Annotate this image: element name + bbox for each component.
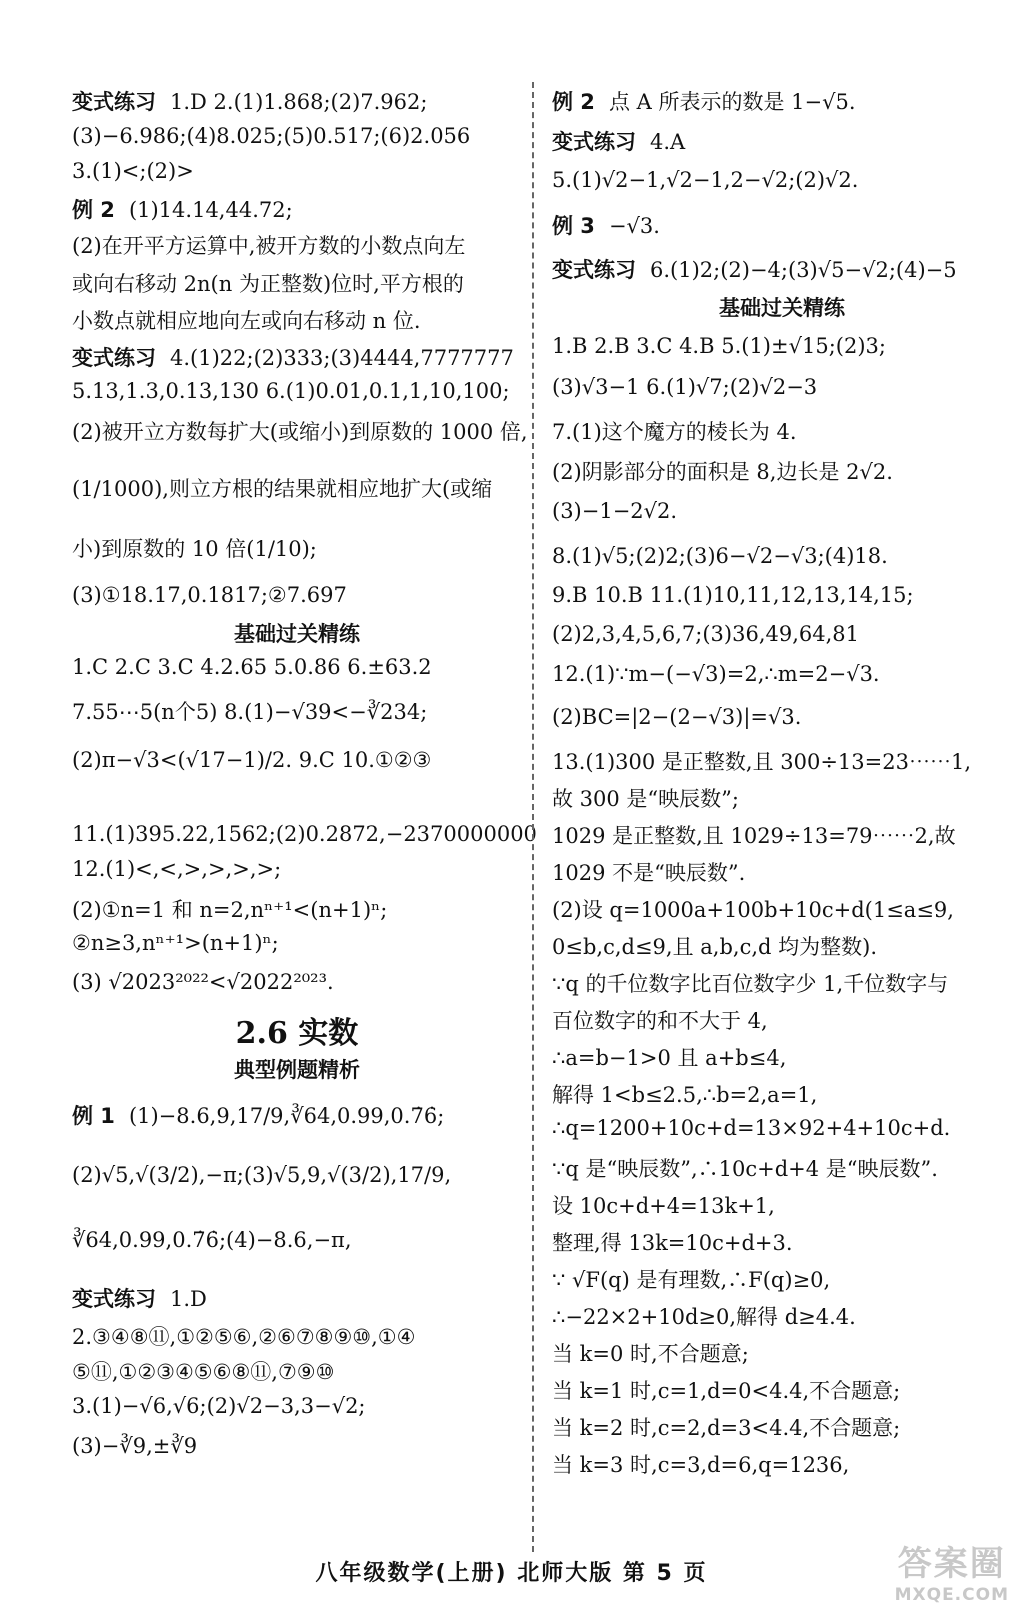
answer-text: 0≤b,c,d≤9,且 a,b,c,d 均为整数). <box>552 935 877 959</box>
answer-line <box>552 746 971 776</box>
watermark-text: 答案圈 <box>897 1544 1006 1584</box>
answer-line <box>72 268 464 298</box>
answer-text: (2)阴影部分的面积是 8,边长是 2√2. <box>552 460 893 484</box>
answer-line <box>552 1227 793 1257</box>
answer-text: 12.(1)<,<,>,>,>,>; <box>72 857 282 881</box>
answer-text: ②n≥3,nⁿ⁺¹>(n+1)ⁿ; <box>72 931 279 955</box>
answer-line <box>552 1264 830 1294</box>
answer-text: ∴−22×2+10d≥0,解得 d≥4.4. <box>552 1305 856 1329</box>
answer-line <box>552 1338 749 1368</box>
answer-text: 3.(1)−√6,√6;(2)√2−3,3−√2; <box>72 1394 366 1418</box>
answer-line <box>552 254 957 284</box>
answer-text: 当 k=1 时,c=1,d=0<4.4,不合题意; <box>552 1379 901 1403</box>
answer-text: 9.B 10.B 11.(1)10,11,12,13,14,15; <box>552 583 914 607</box>
answer-line <box>552 662 880 686</box>
section-heading-text: 基础过关精练 <box>234 622 360 646</box>
answer-line <box>72 894 387 924</box>
answer-line <box>72 305 421 335</box>
answer-text: ∵ √F(q) 是有理数,∴F(q)≥0, <box>552 1268 831 1292</box>
answer-line <box>72 342 514 372</box>
answer-line <box>552 968 948 998</box>
answer-line <box>72 822 537 846</box>
answer-text: 7.(1)这个魔方的棱长为 4. <box>552 420 797 444</box>
answer-label: 变式练习 <box>552 130 636 154</box>
answer-line <box>552 456 893 486</box>
answer-line <box>552 1301 856 1331</box>
answer-line <box>552 86 856 116</box>
answer-text: 小)到原数的 10 倍(1/10); <box>72 537 317 561</box>
answer-line <box>552 1005 768 1035</box>
answer-line <box>72 416 528 446</box>
answer-line <box>72 1283 207 1313</box>
answer-text: 5.(1)√2−1,√2−1,2−√2;(2)√2. <box>552 168 859 192</box>
answer-label: 例 3 <box>552 214 595 238</box>
answer-line <box>552 375 817 399</box>
section-title-text: 2.6 实数 <box>235 1016 359 1051</box>
answer-text: 7.55⋯5(n个5) 8.(1)−√39<−∛234; <box>72 700 428 724</box>
answer-text: 6.(1)2;(2)−4;(3)√5−√2;(4)−5 <box>650 258 957 282</box>
answer-text: ∵q 是“映辰数”,∴10c+d+4 是“映辰数”. <box>552 1157 938 1181</box>
answer-text: (3) √2023²⁰²²<√2022²⁰²³. <box>72 970 334 994</box>
answer-line <box>72 748 431 772</box>
answer-text: (3)−1−2√2. <box>552 499 678 523</box>
answer-line <box>552 1375 900 1405</box>
answer-text: 故 300 是“映辰数”; <box>552 787 739 811</box>
answer-line <box>72 194 293 224</box>
answer-line <box>552 783 739 813</box>
answer-line <box>72 696 427 726</box>
answer-line <box>552 168 858 192</box>
answer-text: ∵q 的千位数字比百位数字少 1,千位数字与 <box>552 972 949 996</box>
answer-text: (2)被开立方数每扩大(或缩小)到原数的 1000 倍, <box>72 420 528 444</box>
answer-text: 1029 不是“映辰数”. <box>552 861 746 885</box>
answer-text: 4.(1)22;(2)333;(3)4444,7777777 <box>170 346 514 370</box>
answer-line <box>72 655 432 679</box>
answer-line <box>72 379 510 403</box>
answer-label: 变式练习 <box>72 90 156 114</box>
section-title <box>72 1008 522 1052</box>
answer-line <box>72 931 279 955</box>
watermark-logo <box>895 1536 1009 1605</box>
answer-text: 解得 1<b≤2.5,∴b=2,a=1, <box>552 1083 818 1107</box>
column-divider <box>532 82 534 1552</box>
answer-text: (1)14.14,44.72; <box>128 198 293 222</box>
answer-line <box>72 1434 197 1458</box>
answer-line <box>552 931 877 961</box>
answer-line <box>552 705 801 729</box>
section-heading <box>72 618 522 648</box>
answer-line <box>552 583 914 607</box>
section-heading-text: 基础过关精练 <box>719 296 845 320</box>
answer-line <box>552 1079 817 1109</box>
answer-text: 设 10c+d+4=13k+1, <box>552 1194 775 1218</box>
answer-line <box>552 334 886 358</box>
answer-line <box>552 1412 900 1442</box>
answer-line <box>552 1153 938 1183</box>
answer-text: (2)√5,√(3/2),−π;(3)√5,9,√(3/2),17/9, <box>72 1163 452 1187</box>
answer-line <box>72 124 470 148</box>
answer-text: ∛64,0.99,0.7̇6̇;(4)−8.6,−π, <box>72 1228 352 1252</box>
section-heading-text: 典型例题精析 <box>234 1058 360 1082</box>
answer-line <box>72 1394 366 1418</box>
answer-text: 1.D 2.(1)1.868;(2)7.962; <box>170 90 428 114</box>
answer-line <box>552 416 797 446</box>
answer-line <box>72 473 492 503</box>
answer-text: 1.C 2.C 3.C 4.2.65 5.0.86 6.±63.2 <box>72 655 432 679</box>
answer-line <box>72 230 465 260</box>
answer-text: (2)①n=1 和 n=2,nⁿ⁺¹<(n+1)ⁿ; <box>72 898 388 922</box>
watermark-url: MXQE.COM <box>894 1585 1009 1605</box>
answer-text: (2)在开平方运算中,被开方数的小数点向左 <box>72 234 466 258</box>
answer-text: 当 k=0 时,不合题意; <box>552 1342 749 1366</box>
answer-text: 1.B 2.B 3.C 4.B 5.(1)±√15;(2)3; <box>552 334 886 358</box>
answer-text: 当 k=2 时,c=2,d=3<4.4,不合题意; <box>552 1416 901 1440</box>
answer-text: 12.(1)∵m−(−√3)=2,∴m=2−√3. <box>552 662 880 686</box>
answer-text: (1/1000),则立方根的结果就相应地扩大(或缩 <box>72 477 493 501</box>
answer-line <box>552 1449 849 1479</box>
answer-text: 1.D <box>170 1287 207 1311</box>
answer-line <box>552 857 745 887</box>
answer-text: 4.A <box>650 130 686 154</box>
answer-text: 整理,得 13k=10c+d+3. <box>552 1231 793 1255</box>
answer-text: 当 k=3 时,c=3,d=6,q=1236, <box>552 1453 850 1477</box>
answer-text: ⑤⑪,①②③④⑤⑥⑧⑪,⑦⑨⑩ <box>72 1360 335 1384</box>
section-heading <box>72 1054 522 1084</box>
answer-text: 11.(1)395.22,1562;(2)0.2872,−2370000000 <box>72 822 537 846</box>
answer-label: 变式练习 <box>72 1287 156 1311</box>
answer-text: (1)−8.6,9,17/9,∛64,0.99,0.7̇6̇; <box>128 1104 445 1128</box>
answer-line <box>72 970 334 994</box>
answer-text: ∴q=1200+10c+d=13×92+4+10c+d. <box>552 1116 951 1140</box>
answer-text: 3.(1)<;(2)> <box>72 159 194 183</box>
answer-label: 变式练习 <box>552 258 636 282</box>
answer-line <box>552 1116 950 1140</box>
answer-text: 8.(1)√5;(2)2;(3)6−√2−√3;(4)18. <box>552 544 888 568</box>
answer-line <box>552 126 685 156</box>
answer-line <box>552 1042 786 1072</box>
answer-label: 例 1 <box>72 1104 115 1128</box>
answer-line <box>552 499 677 523</box>
answer-label: 变式练习 <box>72 346 156 370</box>
answer-line <box>72 159 194 183</box>
answer-text: (2)BC=|2−(2−√3)|=√3. <box>552 705 802 729</box>
page-footer: 八年级数学(上册) 北师大版 第 5 页 <box>315 1561 708 1586</box>
answer-line <box>72 1321 415 1351</box>
answer-line <box>552 544 888 568</box>
answer-text: (3)√3−1 6.(1)√7;(2)√2−3 <box>552 375 818 399</box>
answer-text: −√3. <box>608 214 660 238</box>
answer-line <box>552 1190 775 1220</box>
answer-line <box>552 622 859 646</box>
answer-line <box>552 210 660 240</box>
answer-text: 小数点就相应地向左或向右移动 n 位. <box>72 309 421 333</box>
answer-line <box>72 857 281 881</box>
answer-text: 点 A 所表示的数是 1−√5. <box>608 90 856 114</box>
answer-text: 2.③④⑧⑪,①②⑤⑥,②⑥⑦⑧⑨⑩,①④ <box>72 1325 416 1349</box>
section-heading <box>552 292 1012 322</box>
answer-line <box>72 86 427 116</box>
answer-text: 5.13,1.3,0.13,130 6.(1)0.01,0.1,1,10,100; <box>72 379 510 403</box>
answer-line <box>72 533 317 563</box>
answer-label: 例 2 <box>552 90 595 114</box>
answer-line <box>552 820 956 850</box>
answer-text: ∴a=b−1>0 且 a+b≤4, <box>552 1046 787 1070</box>
answer-text: (3)−∛9,±∛9 <box>72 1434 198 1458</box>
answer-label: 例 2 <box>72 198 115 222</box>
answer-line <box>72 1228 352 1252</box>
answer-text: 或向右移动 2n(n 为正整数)位时,平方根的 <box>72 272 464 296</box>
answer-line <box>72 1163 451 1187</box>
answer-line <box>72 583 347 607</box>
answer-line <box>72 1100 444 1130</box>
answer-text: (3)−6.986;(4)8.025;(5)0.517;(6)2.056 <box>72 124 471 148</box>
answer-text: 13.(1)300 是正整数,且 300÷13=23⋯⋯1, <box>552 750 972 774</box>
answer-line <box>552 894 954 924</box>
answer-text: (2)2,3,4,5,6,7;(3)36,49,64,81 <box>552 622 860 646</box>
answer-text: 1029 是正整数,且 1029÷13=79⋯⋯2,故 <box>552 824 956 848</box>
answer-text: (2)设 q=1000a+100b+10c+d(1≤a≤9, <box>552 898 954 922</box>
answer-text: 百位数字的和不大于 4, <box>552 1009 768 1033</box>
answer-text: (3)①18.17,0.1817;②7.697 <box>72 583 347 607</box>
answer-line <box>72 1356 334 1386</box>
answer-text: (2)π−√3<(√17−1)/2. 9.C 10.①②③ <box>72 748 432 772</box>
